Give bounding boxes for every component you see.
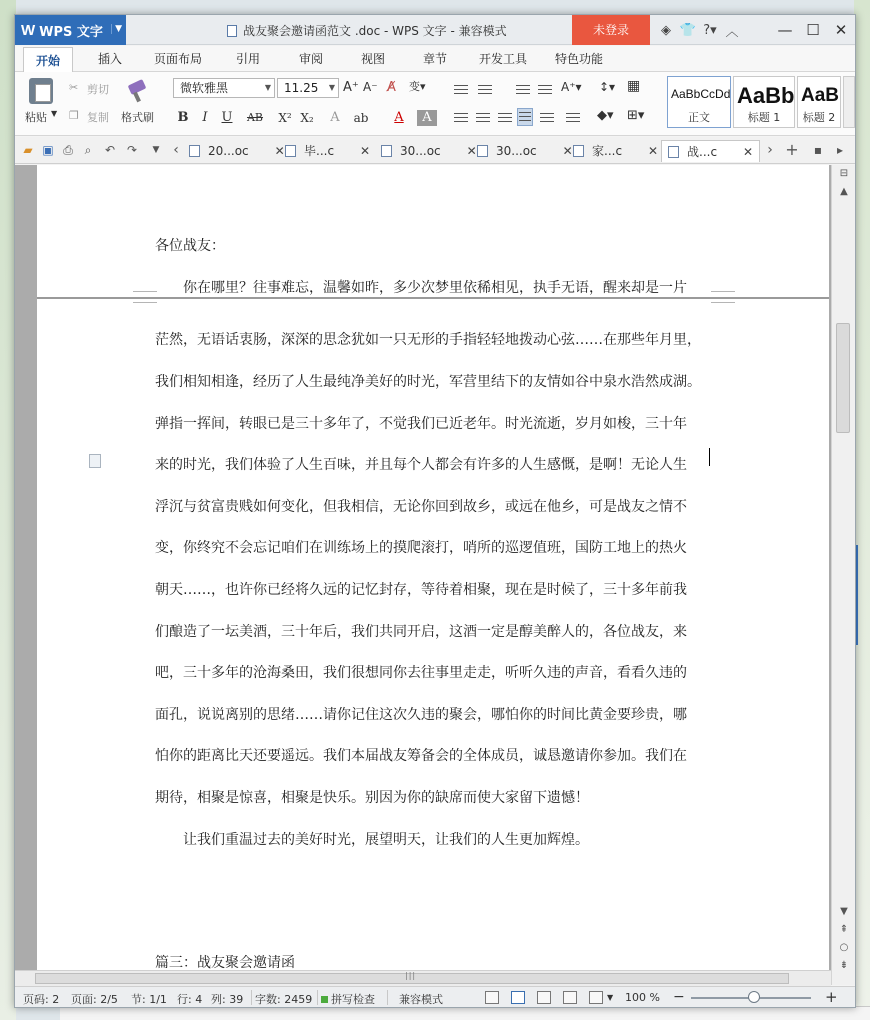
tab-page-layout[interactable]: 页面布局 bbox=[154, 52, 203, 66]
document-line[interactable]: 吧，三十多年的沧海桑田，我们很想同你去往事里走走，听听久违的声音，看看久违的 bbox=[155, 665, 687, 681]
style-heading-2-label: 标题 2 bbox=[802, 111, 836, 124]
document-line[interactable]: 朝天……，也许你已经将久远的记忆封存，等待着相聚，现在是时候了，三十多年前我 bbox=[155, 582, 687, 598]
paragraph-shading-icon[interactable]: ◆▾ bbox=[597, 108, 614, 123]
close-tab-icon[interactable]: ✕ bbox=[562, 144, 573, 158]
document-line[interactable]: 期待，相聚是惊喜，相聚是快乐。别因为你的缺席而使大家留下遗憾！ bbox=[155, 790, 589, 806]
table-icon[interactable]: ▦ bbox=[627, 78, 641, 94]
decrease-indent-icon[interactable] bbox=[515, 82, 531, 96]
paste-button-label[interactable]: 粘贴 bbox=[25, 111, 47, 124]
numbered-list-icon[interactable] bbox=[477, 82, 493, 96]
text-effect-icon[interactable]: A bbox=[330, 110, 340, 125]
styles-scroll-icon[interactable] bbox=[843, 76, 855, 128]
app-menu-button[interactable] bbox=[15, 15, 126, 45]
zoom-value[interactable]: 100 % bbox=[625, 991, 660, 1004]
sort-icon[interactable]: ↕▾ bbox=[599, 80, 616, 94]
scroll-up-icon[interactable]: ▲ bbox=[840, 186, 848, 197]
document-tab[interactable] bbox=[477, 140, 573, 162]
document-tab-active[interactable] bbox=[661, 140, 760, 162]
style-heading-2-sample: AaB bbox=[801, 85, 840, 106]
font-size-select[interactable] bbox=[277, 78, 339, 98]
document-title: 战友聚会邀请函范文 .doc - WPS 文字 - 兼容模式 bbox=[243, 24, 507, 38]
shrink-font-icon[interactable]: A⁻ bbox=[363, 80, 378, 94]
line-spacing-icon[interactable] bbox=[565, 110, 581, 124]
close-icon[interactable]: ✕ bbox=[834, 21, 848, 39]
style-heading-1-sample: AaBb bbox=[737, 83, 795, 108]
copy-icon: ❐ bbox=[69, 109, 79, 122]
paste-icon[interactable] bbox=[29, 78, 53, 104]
status-divider bbox=[251, 990, 252, 1005]
maximize-icon[interactable]: ☐ bbox=[806, 21, 820, 39]
help-icon[interactable]: ?▾ bbox=[703, 22, 717, 38]
document-workspace bbox=[15, 165, 831, 970]
vertical-scrollbar[interactable] bbox=[831, 165, 855, 985]
document-tab-label: 20...oc bbox=[208, 144, 249, 158]
style-heading-2[interactable] bbox=[797, 76, 841, 128]
borders-icon[interactable]: ⊞▾ bbox=[627, 108, 645, 123]
new-tab-icon[interactable]: + bbox=[785, 140, 799, 159]
quick-access-dropdown-icon[interactable]: ▼ bbox=[152, 145, 160, 155]
phonetic-guide-icon[interactable]: 变▾ bbox=[409, 80, 426, 93]
spell-check-status-icon bbox=[321, 996, 328, 1003]
ruler-toggle-icon[interactable]: ⊟ bbox=[839, 168, 849, 179]
chevron-down-icon: ▼ bbox=[328, 83, 335, 92]
document-line[interactable]: 弹指一挥间，转眼已是三十多年了，不觉我们已近老年。时光流逝，岁月如梭，三十年 bbox=[155, 416, 687, 432]
close-tab-icon[interactable]: ✕ bbox=[274, 144, 285, 158]
document-line[interactable]: 浮沉与贫富贵贱如何变化，但我相信，无论你回到故乡，或远在他乡，可是战友之情不 bbox=[155, 499, 687, 515]
char-shading-icon[interactable]: A bbox=[417, 110, 437, 126]
spell-check-toggle[interactable] bbox=[321, 991, 375, 1007]
italic-icon[interactable]: I bbox=[202, 110, 208, 125]
status-divider bbox=[387, 990, 388, 1005]
document-line[interactable]: 面孔，说说离别的思绪……请你记住这次久违的聚会，哪怕你的时间比黄金要珍贵，哪 bbox=[155, 707, 687, 723]
font-size-value: 11.25 bbox=[284, 81, 319, 95]
tab-references[interactable]: 引用 bbox=[236, 52, 261, 66]
format-painter-icon[interactable] bbox=[125, 80, 149, 102]
justify-icon[interactable] bbox=[517, 108, 533, 126]
clear-format-icon[interactable]: A̸ bbox=[387, 80, 396, 95]
chevron-down-icon: ▼ bbox=[111, 24, 122, 34]
status-row: 行: 4 bbox=[177, 993, 203, 1006]
document-line[interactable]: 来的时光，我们体验了人生百味，并且每个人都会有许多的人生感慨，是啊！无论人生 bbox=[155, 457, 687, 473]
compat-mode-label: 兼容模式 bbox=[399, 993, 443, 1006]
paste-dropdown-icon[interactable]: ▼ bbox=[51, 109, 58, 118]
document-line[interactable]: 怕你的距离比天还要遥远。我们本届战友筹备会的全体成员，诚恳邀请你参加。我们在 bbox=[155, 748, 687, 764]
document-tab[interactable] bbox=[189, 140, 285, 162]
align-left-icon[interactable] bbox=[453, 110, 469, 124]
tab-chapter[interactable]: 章节 bbox=[423, 52, 448, 66]
font-name-select[interactable] bbox=[173, 78, 275, 98]
copy-button[interactable]: 复制 bbox=[87, 111, 109, 124]
superscript-icon[interactable]: X² bbox=[278, 111, 292, 125]
document-line[interactable]: 各位战友： bbox=[155, 238, 225, 254]
align-center-icon[interactable] bbox=[475, 110, 491, 124]
font-color-icon[interactable]: A bbox=[394, 110, 404, 125]
background-window-toolbar bbox=[60, 1006, 870, 1020]
status-pages[interactable]: 页面: 2/5 bbox=[71, 993, 118, 1006]
zoom-out-icon[interactable]: − bbox=[673, 989, 685, 1005]
login-button[interactable]: 未登录 bbox=[572, 15, 650, 45]
app-name: WPS 文字 bbox=[39, 24, 103, 40]
distribute-icon[interactable] bbox=[539, 110, 555, 124]
spell-check-label: 拼写检查 bbox=[331, 993, 375, 1006]
document-icon bbox=[227, 25, 237, 37]
scroll-grip-icon: ||| bbox=[405, 971, 417, 980]
title-icon-group bbox=[655, 15, 743, 45]
collapse-ribbon-icon[interactable]: ︿ bbox=[725, 24, 739, 40]
shirt-icon[interactable]: 👕 bbox=[679, 22, 697, 38]
vertical-scroll-thumb[interactable] bbox=[836, 323, 850, 433]
status-divider bbox=[317, 990, 318, 1005]
document-page[interactable] bbox=[37, 165, 829, 970]
cut-button[interactable]: 剪切 bbox=[87, 83, 109, 96]
grow-font-icon[interactable]: A⁺ bbox=[343, 80, 359, 95]
document-icon bbox=[477, 145, 488, 157]
page-view-icon[interactable] bbox=[511, 991, 525, 1004]
document-tab[interactable] bbox=[381, 140, 477, 162]
ribbon-home bbox=[15, 72, 855, 136]
paragraph-marker-icon[interactable] bbox=[89, 454, 101, 468]
print-preview-icon[interactable]: ⌕ bbox=[84, 143, 92, 157]
close-tab-icon[interactable]: ✕ bbox=[743, 145, 754, 159]
title-bar bbox=[15, 15, 855, 45]
status-section: 节: 1/1 bbox=[131, 993, 167, 1006]
document-line[interactable]: 我们相知相逢，经历了人生最纯净美好的时光，军营里结下的友情如谷中泉水浩然成湖。 bbox=[155, 374, 701, 390]
close-tab-icon[interactable]: ✕ bbox=[360, 144, 371, 158]
document-tab-label: 30...oc bbox=[496, 144, 537, 158]
document-icon bbox=[573, 145, 584, 157]
view-dropdown-icon[interactable]: ▼ bbox=[607, 993, 614, 1002]
outline-view-icon[interactable] bbox=[537, 991, 551, 1004]
horizontal-scrollbar[interactable] bbox=[15, 970, 831, 986]
tab-insert[interactable]: 插入 bbox=[98, 52, 123, 66]
zoom-in-icon[interactable]: + bbox=[825, 988, 838, 1006]
tab-list-icon[interactable]: ▪ bbox=[813, 143, 823, 157]
document-line[interactable]: 你在哪里？往事难忘，温馨如昨，多少次梦里依稀相见，执手无语，醒来却是一片 bbox=[155, 280, 687, 296]
document-tab-label: 家...c bbox=[592, 144, 623, 158]
status-bar bbox=[15, 986, 855, 1008]
style-heading-1[interactable] bbox=[733, 76, 795, 128]
highlight-icon[interactable]: ab bbox=[353, 111, 369, 125]
document-tab-label: 战...c bbox=[687, 145, 718, 159]
tabs-scroll-left-icon[interactable]: ‹ bbox=[173, 142, 179, 158]
text-cursor bbox=[709, 448, 710, 466]
increase-indent-icon[interactable] bbox=[537, 82, 553, 96]
style-normal-sample: AaBbCcDd bbox=[671, 87, 731, 101]
document-icon bbox=[285, 145, 296, 157]
strikethrough-icon[interactable]: AB bbox=[246, 111, 264, 124]
style-normal-label: 正文 bbox=[688, 111, 710, 124]
document-tab-label: 30...oc bbox=[400, 144, 441, 158]
window-controls bbox=[771, 15, 855, 45]
chevron-down-icon: ▼ bbox=[264, 83, 271, 92]
status-word-count[interactable]: 字数: 2459 bbox=[255, 993, 313, 1006]
align-right-icon[interactable] bbox=[497, 110, 513, 124]
undo-icon[interactable]: ↶ bbox=[104, 143, 116, 157]
print-icon[interactable]: ⎙ bbox=[63, 143, 73, 157]
tabs-scroll-right-icon[interactable]: › bbox=[767, 142, 773, 158]
status-column: 列: 39 bbox=[211, 993, 244, 1006]
wps-logo-icon: W bbox=[21, 21, 36, 39]
change-case-icon[interactable]: A⁺▾ bbox=[561, 80, 582, 94]
document-icon bbox=[189, 145, 200, 157]
document-line[interactable]: 变，你终究不会忘记咱们在训练场上的摸爬滚打，哨所的巡逻值班，国防工地上的热火 bbox=[155, 540, 687, 556]
document-heading[interactable]: 篇三：战友聚会邀请函 bbox=[155, 955, 295, 970]
zoom-slider-knob[interactable] bbox=[748, 991, 760, 1003]
tab-special-features[interactable]: 特色功能 bbox=[555, 52, 604, 66]
reading-view-icon[interactable] bbox=[563, 991, 577, 1004]
underline-icon[interactable]: U bbox=[221, 110, 233, 125]
open-folder-icon[interactable]: ▰ bbox=[23, 143, 33, 157]
fullscreen-view-icon[interactable] bbox=[485, 991, 499, 1004]
bold-icon[interactable]: B bbox=[177, 110, 189, 125]
skin-icon[interactable]: ◈ bbox=[661, 22, 671, 38]
style-heading-1-label: 标题 1 bbox=[747, 111, 781, 124]
select-browse-object-icon[interactable]: ○ bbox=[839, 942, 849, 953]
document-tab[interactable] bbox=[285, 140, 370, 162]
document-icon bbox=[668, 146, 679, 158]
previous-page-icon[interactable]: ⇞ bbox=[839, 924, 849, 935]
subscript-icon[interactable]: X₂ bbox=[300, 111, 314, 125]
document-line[interactable]: 茫然，无语话衷肠，深深的思念犹如一只无形的手指轻轻地拨动心弦……在那些年月里， bbox=[155, 332, 701, 348]
close-tab-icon[interactable]: ✕ bbox=[466, 144, 477, 158]
document-tab[interactable] bbox=[573, 140, 658, 162]
web-view-icon[interactable] bbox=[589, 991, 603, 1004]
wps-window bbox=[14, 14, 856, 1008]
tab-review[interactable]: 审阅 bbox=[299, 52, 324, 66]
window-title bbox=[227, 22, 507, 39]
minimize-icon[interactable]: — bbox=[777, 21, 793, 39]
document-tabs-bar bbox=[15, 137, 855, 164]
close-tab-icon[interactable]: ✕ bbox=[648, 144, 659, 158]
document-tab-label: 毕...c bbox=[304, 144, 335, 158]
document-icon bbox=[381, 145, 392, 157]
cut-icon: ✂ bbox=[69, 81, 79, 94]
scroll-down-icon[interactable]: ▼ bbox=[840, 906, 848, 917]
tab-developer[interactable]: 开发工具 bbox=[479, 52, 528, 66]
format-painter-button[interactable]: 格式刷 bbox=[121, 111, 154, 124]
desktop-background-right bbox=[854, 0, 870, 1020]
next-page-icon[interactable]: ⇟ bbox=[839, 960, 849, 971]
save-icon[interactable]: ▣ bbox=[42, 143, 54, 157]
style-normal[interactable] bbox=[667, 76, 731, 128]
document-line[interactable]: 让我们重温过去的美好时光，展望明天，让我们的人生更加辉煌。 bbox=[155, 832, 589, 848]
status-page-code: 页码: 2 bbox=[23, 993, 60, 1006]
font-name-value: 微软雅黑 bbox=[180, 81, 229, 95]
tab-home[interactable]: 开始 bbox=[23, 47, 73, 73]
tab-view[interactable]: 视图 bbox=[361, 52, 386, 66]
document-line[interactable]: 们酿造了一坛美酒，三十年后，我们共同开启，这酒一定是醇美醉人的，各位战友，来 bbox=[155, 624, 687, 640]
tab-menu-icon[interactable]: ▸ bbox=[836, 143, 844, 157]
page-break-line bbox=[37, 297, 829, 299]
redo-icon[interactable]: ↷ bbox=[126, 143, 138, 157]
menu-tabs bbox=[15, 46, 855, 72]
bullet-list-icon[interactable] bbox=[453, 82, 469, 96]
